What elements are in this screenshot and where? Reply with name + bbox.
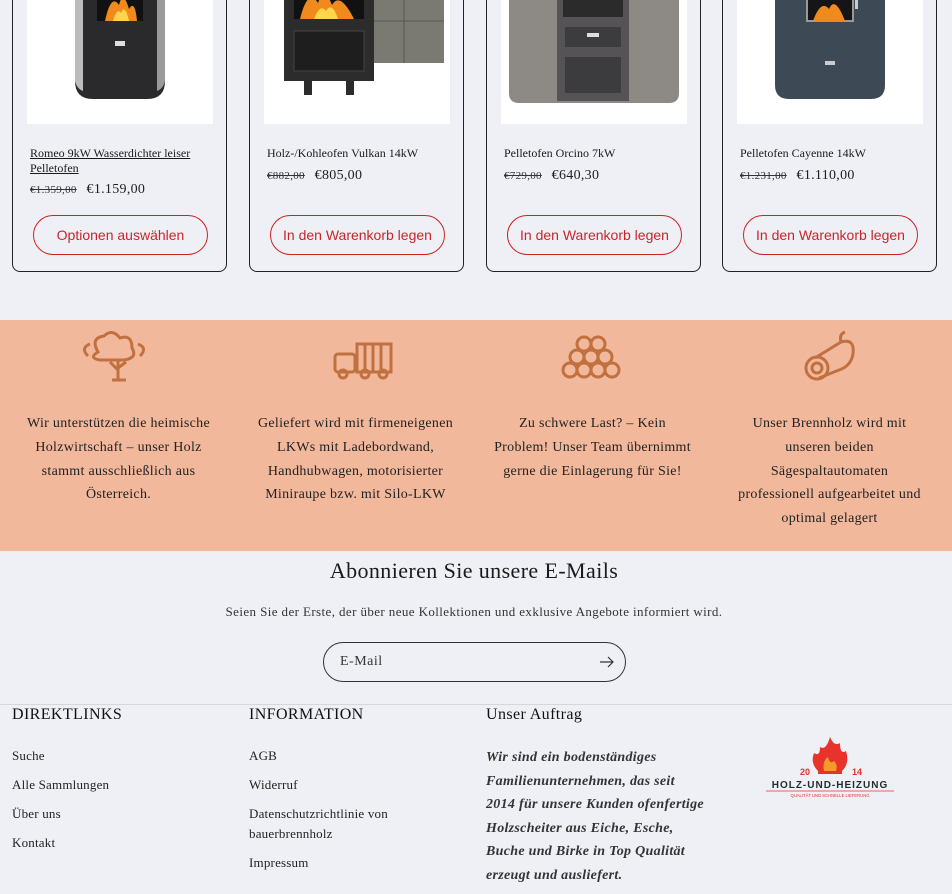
footer-heading: INFORMATION [249,706,364,723]
footer-link-ueber-uns[interactable]: Über uns [12,806,61,821]
footer-link-sammlungen[interactable]: Alle Sammlungen [12,777,110,792]
company-logo[interactable] [760,735,900,800]
product-image[interactable] [501,0,687,124]
product-title[interactable]: Romeo 9kW Wasserdichter leiser Pelletofen [30,146,191,175]
logo-tagline: QUALITÄT UND SCHNELLE LIEFERUNG [790,793,870,798]
footer-heading: Unser Auftrag [486,706,583,723]
footer-link-suche[interactable]: Suche [12,748,45,763]
sale-price: €805,00 [314,168,363,183]
product-prices [504,168,599,184]
old-price: €729,00 [504,170,542,182]
features-banner [0,320,952,551]
feature-text: Wir unterstützen die heimische Holzwirtschaft – unser Holz stammt ausschließlich aus Österreich. [27,416,210,503]
product-image[interactable] [27,0,213,124]
footer-heading: DIREKTLINKS [12,706,123,723]
footer-link-agb[interactable]: AGB [249,748,278,763]
footer-information [249,706,429,882]
product-card[interactable] [486,0,701,272]
newsletter-title: Abonnieren Sie unsere E-Mails [329,558,619,583]
footer-link-datenschutz[interactable]: Datenschutzrichtlinie von bauerbrennholz [249,806,388,841]
email-field[interactable] [323,642,626,682]
truck-icon [237,330,474,386]
product-image[interactable] [737,0,923,124]
old-price: €1.359,00 [30,184,77,196]
add-to-cart-button[interactable]: In den Warenkorb legen [270,215,445,255]
firewood-pile-icon [474,330,711,386]
footer-direktlinks [12,706,122,862]
product-image[interactable] [264,0,450,124]
product-prices [30,182,145,198]
logo-name: HOLZ-UND-HEIZUNG [771,780,889,791]
product-card[interactable] [722,0,937,272]
product-title[interactable]: Pelletofen Orcino 7kW [504,146,616,160]
footer-link-impressum[interactable]: Impressum [249,855,309,870]
product-card[interactable] [249,0,464,272]
feature-text: Unser Brennholz wird mit unseren beiden Sägespaltautomaten professionell aufgearbeitet und optimal gelagert [738,416,921,527]
feature-text: Zu schwere Last? – Kein Problem! Unser Team übernimmt gerne die Einlagerung für Sie! [494,416,691,479]
footer-link-kontakt[interactable]: Kontakt [12,835,56,850]
sale-price: €1.110,00 [796,168,855,183]
sale-price: €640,30 [551,168,600,183]
footer-divider [0,704,952,705]
email-input[interactable] [340,643,590,681]
log-icon [711,330,948,386]
add-to-cart-button[interactable]: In den Warenkorb legen [507,215,682,255]
add-to-cart-button[interactable]: In den Warenkorb legen [743,215,918,255]
product-prices [740,168,855,184]
arrow-right-icon[interactable] [599,654,615,670]
choose-options-button[interactable]: Optionen auswählen [33,215,208,255]
product-grid [0,0,952,300]
product-card[interactable] [12,0,227,272]
feature-text: Geliefert wird mit firmeneigenen LKWs mit Ladebordwand, Handhubwagen, motorisierter Miniraupe bzw. mit Silo-LKW [257,416,454,503]
old-price: €882,00 [267,170,305,182]
sale-price: €1.159,00 [86,182,146,197]
logo-year-right: 14 [852,767,863,777]
logo-year-left: 20 [800,767,811,777]
old-price: €1.231,00 [740,170,787,182]
mission-text: Wir sind ein bodenständiges Familienunternehmen, das seit 2014 für unsere Kunden ofenfertige Holzscheiter aus Eiche, Esche, Buche und Birke in Top Qualität erzeugt und ausliefert. [486,750,704,883]
product-title[interactable]: Pelletofen Cayenne 14kW [740,146,866,160]
newsletter-subtitle: Seien Sie der Erste, der über neue Kollektionen und exklusive Angebote informiert wird. [225,604,723,619]
trees-icon [0,330,237,386]
product-title[interactable]: Holz-/Kohleofen Vulkan 14kW [267,146,419,160]
footer-mission [486,706,706,888]
footer-link-widerruf[interactable]: Widerruf [249,777,298,792]
product-prices [267,168,362,184]
